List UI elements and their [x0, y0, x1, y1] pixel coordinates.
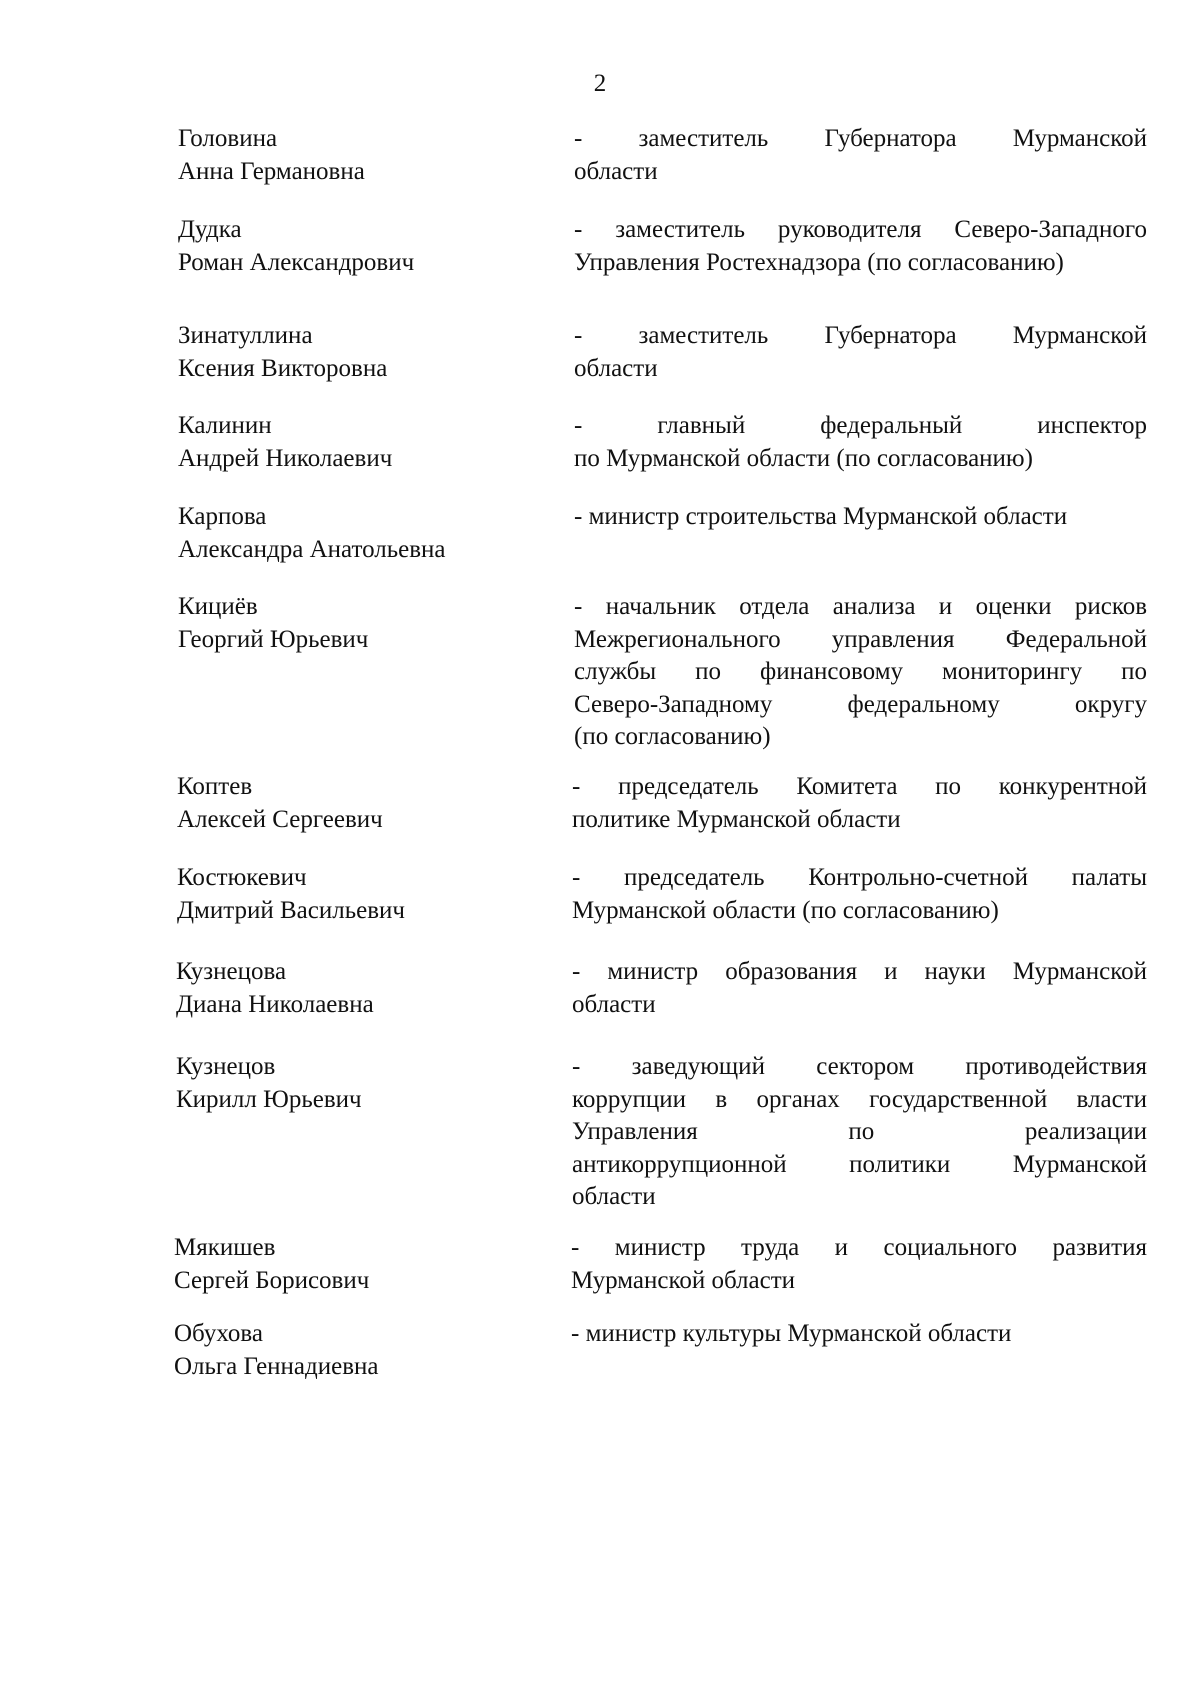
- member-given-names: Алексей Сергеевич: [177, 805, 383, 833]
- member-given-names: Ксения Викторовна: [178, 354, 388, 382]
- member-position: [571, 1318, 1147, 1351]
- position-line: коррупции в органах государственной власти: [572, 1085, 1147, 1113]
- member-given-names: Ольга Геннадиевна: [174, 1352, 379, 1380]
- member-surname: Кузнецов: [176, 1053, 276, 1080]
- member-name: [177, 862, 557, 927]
- member-surname: Мякишев: [174, 1234, 276, 1261]
- member-position: [574, 501, 1147, 534]
- member-surname: Кициёв: [178, 593, 258, 620]
- position-line: службы по финансовому мониторингу по: [574, 658, 1147, 685]
- position-line: области: [572, 1183, 656, 1210]
- member-position: [574, 320, 1147, 385]
- member-surname: Дудка: [178, 216, 242, 243]
- position-line: - министр культуры Мурманской области: [571, 1320, 1012, 1347]
- member-position: [572, 771, 1147, 836]
- position-line: - заместитель Губернатора Мурманской: [574, 322, 1147, 349]
- member-given-names: Дмитрий Васильевич: [177, 896, 405, 924]
- member-given-names: Диана Николаевна: [176, 990, 374, 1018]
- member-position: [574, 123, 1147, 188]
- position-line: - заместитель руководителя Северо-Западного: [574, 216, 1147, 243]
- member-name: [176, 956, 556, 1021]
- page-number: 2: [593, 70, 607, 97]
- position-line: - председатель Комитета по конкурентной: [572, 773, 1147, 800]
- position-line: (по согласованию): [574, 723, 771, 750]
- member-name: [176, 1051, 556, 1116]
- member-surname: Костюкевич: [177, 864, 307, 891]
- member-name: [177, 771, 557, 836]
- member-name: [178, 501, 558, 566]
- position-line: Управления Ростехнадзора (по согласованию): [574, 248, 1064, 276]
- member-surname: Коптев: [177, 773, 253, 800]
- position-line: Мурманской области (по согласованию): [572, 896, 999, 924]
- member-surname: Обухова: [174, 1320, 263, 1347]
- member-name: [174, 1232, 554, 1297]
- position-line: по Мурманской области (по согласованию): [574, 444, 1033, 472]
- member-name: [178, 410, 558, 475]
- member-given-names: Георгий Юрьевич: [178, 625, 369, 653]
- position-line: - начальник отдела анализа и оценки рисков: [574, 593, 1147, 620]
- member-given-names: Анна Германовна: [178, 157, 365, 185]
- member-given-names: Александра Анатольевна: [178, 535, 446, 563]
- member-given-names: Сергей Борисович: [174, 1266, 370, 1294]
- member-name: [174, 1318, 554, 1383]
- position-line: области: [574, 157, 658, 185]
- member-position: [571, 1232, 1147, 1297]
- member-position: [574, 591, 1147, 754]
- member-position: [574, 410, 1147, 475]
- member-surname: Калинин: [178, 412, 272, 439]
- member-given-names: Кирилл Юрьевич: [176, 1085, 362, 1113]
- member-given-names: Роман Александрович: [178, 248, 415, 276]
- member-name: [178, 320, 558, 385]
- member-position: [574, 214, 1147, 279]
- position-line: - министр строительства Мурманской области: [574, 503, 1068, 530]
- member-name: [178, 214, 558, 279]
- position-line: области: [572, 990, 656, 1018]
- member-surname: Зинатуллина: [178, 322, 313, 349]
- member-name: [178, 591, 558, 656]
- position-line: - председатель Контрольно-счетной палаты: [572, 864, 1147, 891]
- member-position: [572, 1051, 1147, 1214]
- position-line: политике Мурманской области: [572, 805, 901, 833]
- member-position: [572, 862, 1147, 927]
- position-line: Управления по реализации: [572, 1118, 1147, 1145]
- member-position: [572, 956, 1147, 1021]
- member-surname: Карпова: [178, 503, 267, 530]
- position-line: - министр образования и науки Мурманской: [572, 958, 1147, 985]
- position-line: - главный федеральный инспектор: [574, 412, 1147, 439]
- position-line: Северо-Западному федеральному округу: [574, 690, 1147, 718]
- position-line: - заместитель Губернатора Мурманской: [574, 125, 1147, 152]
- member-name: [178, 123, 558, 188]
- position-line: - заведующий сектором противодействия: [572, 1053, 1147, 1080]
- position-line: Мурманской области: [571, 1266, 796, 1294]
- position-line: Межрегионального управления Федеральной: [574, 625, 1147, 653]
- position-line: области: [574, 354, 658, 382]
- member-surname: Кузнецова: [176, 958, 287, 985]
- member-given-names: Андрей Николаевич: [178, 444, 393, 472]
- position-line: - министр труда и социального развития: [571, 1234, 1147, 1261]
- position-line: антикоррупционной политики Мурманской: [572, 1150, 1147, 1178]
- member-surname: Головина: [178, 125, 278, 152]
